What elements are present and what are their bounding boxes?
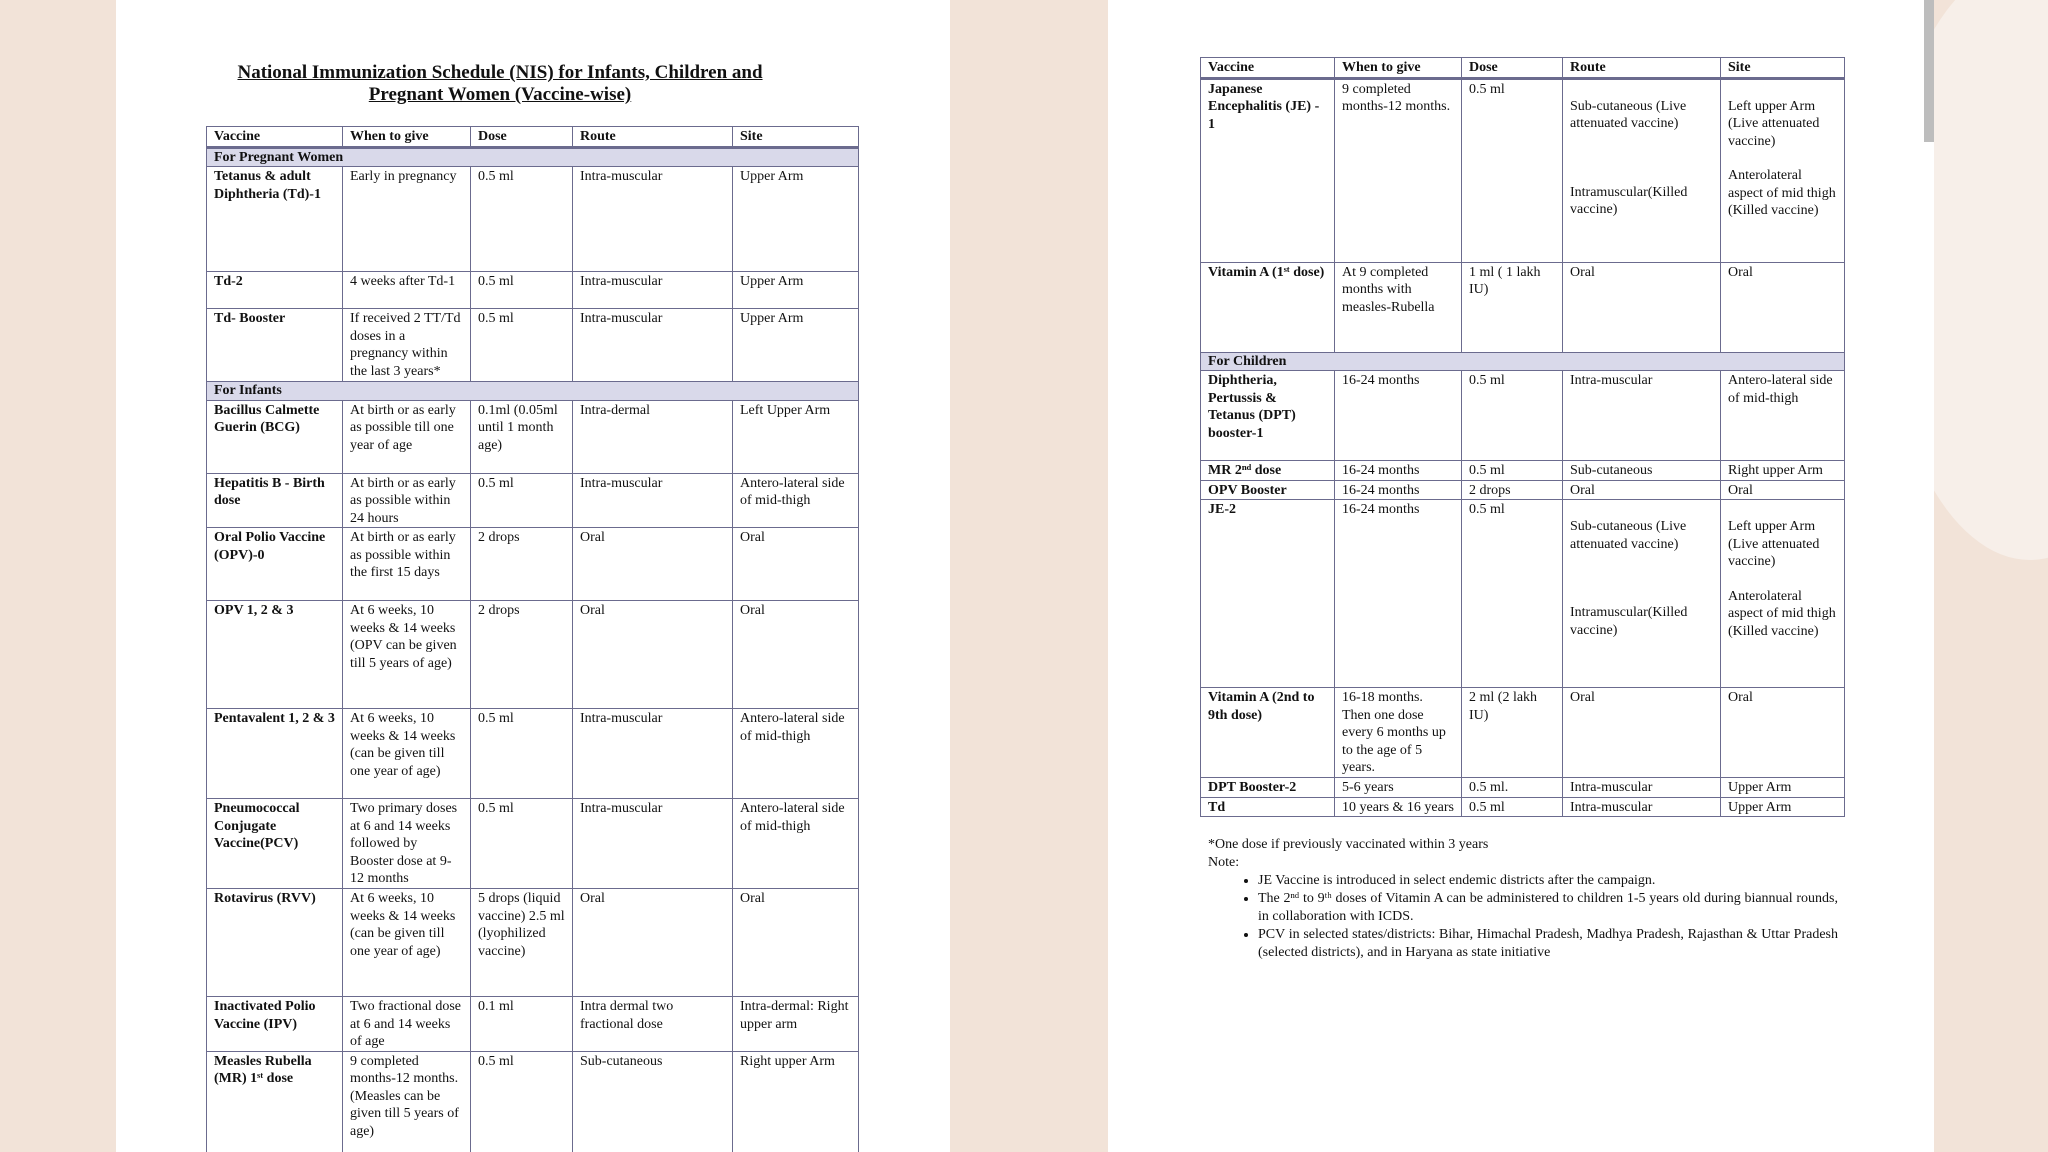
table-row [207,167,859,272]
dose-cell: 0.5 ml [471,799,573,889]
dose-cell: 2 drops [471,528,573,601]
dose-cell: 0.5 ml [1462,797,1563,817]
site-cell: Upper Arm [733,309,859,382]
site-live: Left upper Arm (Live attenuated vaccine) [1728,519,1820,569]
route-live: Sub-cutaneous (Live attenuated vaccine) [1570,519,1687,552]
table-row [207,473,859,528]
when-cell [343,1051,471,1152]
vaccine-cell: Pentavalent 1, 2 & 3 [207,709,343,799]
site-cell: Antero-lateral side of mid-thigh [733,799,859,889]
table-row [207,309,859,382]
note-label: Note: [1208,855,1240,870]
when-text: At 6 weeks, 10 weeks & 14 weeks [350,891,456,924]
header-dose: Dose [471,127,573,148]
table-row [1201,78,1845,262]
route-cell: Intra-muscular [1563,797,1721,817]
site-cell [1721,78,1845,262]
dose-cell: 0.5 ml [1462,78,1563,262]
vaccine-cell: Pneumococcal Conjugate Vaccine(PCV) [207,799,343,889]
route-cell: Sub-cutaneous [1563,461,1721,481]
vaccine-cell: Bacillus Calmette Guerin (BCG) [207,400,343,473]
header-vaccine: Vaccine [1201,58,1335,79]
header-when: When to give [1335,58,1462,79]
when-cell [343,709,471,799]
when-note: (can be given till one year of age) [350,926,445,959]
site-cell: Oral [1721,262,1845,352]
dose-cell: 1 ml ( 1 lakh IU) [1462,262,1563,352]
table-row [1201,688,1845,778]
header-route: Route [573,127,733,148]
when-text: 9 completed months-12 months. [350,1053,459,1086]
route-cell: Intra-muscular [1563,778,1721,798]
when-cell: 9 completed months-12 months. [1335,78,1462,262]
site-cell [1721,500,1845,688]
table-row [207,1051,859,1152]
notes-list [1208,872,1838,962]
table-row [1201,461,1845,481]
when-cell: 16-24 months [1335,480,1462,500]
table-row [207,601,859,709]
table-row [207,528,859,601]
header-when: When to give [343,127,471,148]
route-cell: Intra dermal two fractional dose [573,997,733,1052]
scrollbar-thumb[interactable] [1924,0,1934,142]
table-row [1201,480,1845,500]
when-cell: Early in pregnancy [343,167,471,272]
when-cell: At birth or as early as possible within the first 15 days [343,528,471,601]
schedule-table-part-2 [1200,57,1845,817]
site-cell: Intra-dermal: Right upper arm [733,997,859,1052]
vaccine-cell: Tetanus & adult Diphtheria (Td)-1 [207,167,343,272]
document-page-1 [116,0,950,1152]
route-cell: Oral [573,528,733,601]
when-text: At 6 weeks, 10 weeks & 14 weeks [350,603,456,636]
when-cell: 10 years & 16 years [1335,797,1462,817]
table-row [207,400,859,473]
site-cell: Oral [733,601,859,709]
vaccine-cell: Inactivated Polio Vaccine (IPV) [207,997,343,1052]
vaccine-cell: Vitamin A (2nd to 9th dose) [1201,688,1335,778]
when-cell: At birth or as early as possible within 24 hours [343,473,471,528]
when-text: At 6 weeks, 10 weeks & 14 weeks [350,711,456,744]
schedule-table-part-1 [206,126,859,1152]
dose-cell: 2 drops [471,601,573,709]
header-dose: Dose [1462,58,1563,79]
table-row [1201,500,1845,688]
vaccine-cell: Td- Booster [207,309,343,382]
route-cell: Intra-muscular [573,709,733,799]
site-live: Left upper Arm (Live attenuated vaccine) [1728,98,1820,149]
when-cell: Two fractional dose at 6 and 14 weeks of age [343,997,471,1052]
when-cell: At 9 completed months with measles-Rubella [1335,262,1462,352]
dose-cell: 0.5 ml [1462,371,1563,461]
vaccine-cell: Rotavirus (RVV) [207,889,343,997]
header-route: Route [1563,58,1721,79]
site-cell: Upper Arm [1721,797,1845,817]
dose-cell: 0.1 ml [471,997,573,1052]
table-row [207,997,859,1052]
when-cell: 16-24 months [1335,500,1462,688]
route-cell: Oral [573,889,733,997]
vaccine-cell: Oral Polio Vaccine (OPV)-0 [207,528,343,601]
dose-cell: 0.5 ml [471,709,573,799]
route-cell: Oral [1563,480,1721,500]
when-cell: If received 2 TT/Td doses in a pregnancy within the last 3 years* [343,309,471,382]
document-title: National Immunization Schedule (NIS) for Infants, Children and Pregnant Women (Vaccine-wise) [237,62,763,105]
site-cell: Oral [1721,688,1845,778]
vaccine-cell: Td-2 [207,272,343,309]
vaccine-cell: Hepatitis B - Birth dose [207,473,343,528]
table-row [1201,371,1845,461]
dose-cell: 0.5 ml [471,473,573,528]
route-killed: Intramuscular(Killed vaccine) [1570,184,1688,217]
vaccine-cell: JE-2 [1201,500,1335,688]
table-row [1201,262,1845,352]
dose-cell: 5 drops (liquid vaccine) 2.5 ml (lyophilized vaccine) [471,889,573,997]
when-note: (can be given till one year of age) [350,746,445,779]
when-cell: 5-6 years [1335,778,1462,798]
route-cell: Intra-muscular [573,799,733,889]
site-cell: Antero-lateral side of mid-thigh [733,709,859,799]
site-cell: Right upper Arm [1721,461,1845,481]
vaccine-cell: Diphtheria, Pertussis & Tetanus (DPT) booster-1 [1201,371,1335,461]
route-killed: Intramuscular(Killed vaccine) [1570,605,1688,638]
route-cell: Intra-muscular [1563,371,1721,461]
section-row [207,147,859,167]
site-cell: Oral [733,889,859,997]
dose-cell: 0.5 ml [1462,461,1563,481]
vaccine-cell: Japanese Encephalitis (JE) - 1 [1201,78,1335,262]
route-cell [1563,500,1721,688]
when-note: (Measles can be given till 5 years of age) [350,1088,459,1139]
site-cell: Right upper Arm [733,1051,859,1152]
section-row [207,382,859,401]
route-live: Sub-cutaneous (Live attenuated vaccine) [1570,98,1687,131]
vaccine-cell: Measles Rubella (MR) 1ˢᵗ dose [207,1051,343,1152]
when-cell: 16-24 months [1335,461,1462,481]
section-pregnant-women: For Pregnant Women [207,147,859,167]
site-cell: Antero-lateral side of mid-thigh [1721,371,1845,461]
header-site: Site [1721,58,1845,79]
dose-cell: 0.5 ml. [1462,778,1563,798]
section-children: For Children [1201,352,1845,371]
site-cell: Antero-lateral side of mid-thigh [733,473,859,528]
site-cell: Oral [1721,480,1845,500]
route-cell: Intra-muscular [573,309,733,382]
dose-cell: 0.5 ml [1462,500,1563,688]
scrollbar-track[interactable] [1924,0,1934,1152]
when-cell: At birth or as early as possible till one year of age [343,400,471,473]
note-item: • The 2ⁿᵈ to 9ᵗʰ doses of Vitamin A can be administered to children 1-5 years old during biannual rounds, in collaboration with ICDS. [1258,890,1838,926]
dose-cell: 2 drops [1462,480,1563,500]
site-cell: Left Upper Arm [733,400,859,473]
footnote: *One dose if previously vaccinated within 3 years [1208,837,1489,852]
dose-cell: 2 ml (2 lakh IU) [1462,688,1563,778]
site-cell: Upper Arm [733,167,859,272]
site-cell: Oral [733,528,859,601]
vaccine-cell: Td [1201,797,1335,817]
dose-cell: 0.5 ml [471,1051,573,1152]
table-row [1201,797,1845,817]
route-cell: Oral [1563,688,1721,778]
when-cell: 16-18 months. Then one dose every 6 months up to the age of 5 years. [1335,688,1462,778]
section-infants: For Infants [207,382,859,401]
when-note: (OPV can be given till 5 years of age) [350,638,457,671]
table-row [1201,778,1845,798]
site-killed: Anterolateral aspect of mid thigh (Killed vaccine) [1728,168,1836,218]
table-header-row [1201,58,1845,79]
header-site: Site [733,127,859,148]
when-cell: 4 weeks after Td-1 [343,272,471,309]
when-cell: Two primary doses at 6 and 14 weeks followed by Booster dose at 9-12 months [343,799,471,889]
route-cell: Oral [573,601,733,709]
note-item: • PCV in selected states/districts: Bihar, Himachal Pradesh, Madhya Pradesh, Rajasthan & Uttar Pradesh (selected districts), and in Haryana as state initiative [1258,926,1838,962]
vaccine-cell: OPV Booster [1201,480,1335,500]
dose-cell: 0.5 ml [471,272,573,309]
site-cell: Upper Arm [1721,778,1845,798]
section-row [1201,352,1845,371]
vaccine-cell: OPV 1, 2 & 3 [207,601,343,709]
table-row [207,799,859,889]
vaccine-cell: DPT Booster-2 [1201,778,1335,798]
header-vaccine: Vaccine [207,127,343,148]
route-cell: Sub-cutaneous [573,1051,733,1152]
route-cell [1563,78,1721,262]
when-cell [343,601,471,709]
table-header-row [207,127,859,148]
route-cell: Intra-dermal [573,400,733,473]
when-cell: 16-24 months [1335,371,1462,461]
route-cell: Intra-muscular [573,272,733,309]
vaccine-cell: MR 2ⁿᵈ dose [1201,461,1335,481]
when-cell [343,889,471,997]
table-row [207,889,859,997]
note-item: • JE Vaccine is introduced in select endemic districts after the campaign. [1258,872,1838,890]
site-cell: Upper Arm [733,272,859,309]
site-killed: Anterolateral aspect of mid thigh (Killed vaccine) [1728,588,1836,639]
vaccine-cell: Vitamin A (1ˢᵗ dose) [1201,262,1335,352]
route-cell: Intra-muscular [573,167,733,272]
dose-cell: 0.5 ml [471,167,573,272]
table-row [207,709,859,799]
notes-section [1208,836,1838,962]
document-page-2 [1108,0,1934,1152]
dose-cell: 0.1ml (0.05ml until 1 month age) [471,400,573,473]
route-cell: Intra-muscular [573,473,733,528]
table-row [207,272,859,309]
dose-cell: 0.5 ml [471,309,573,382]
route-cell: Oral [1563,262,1721,352]
